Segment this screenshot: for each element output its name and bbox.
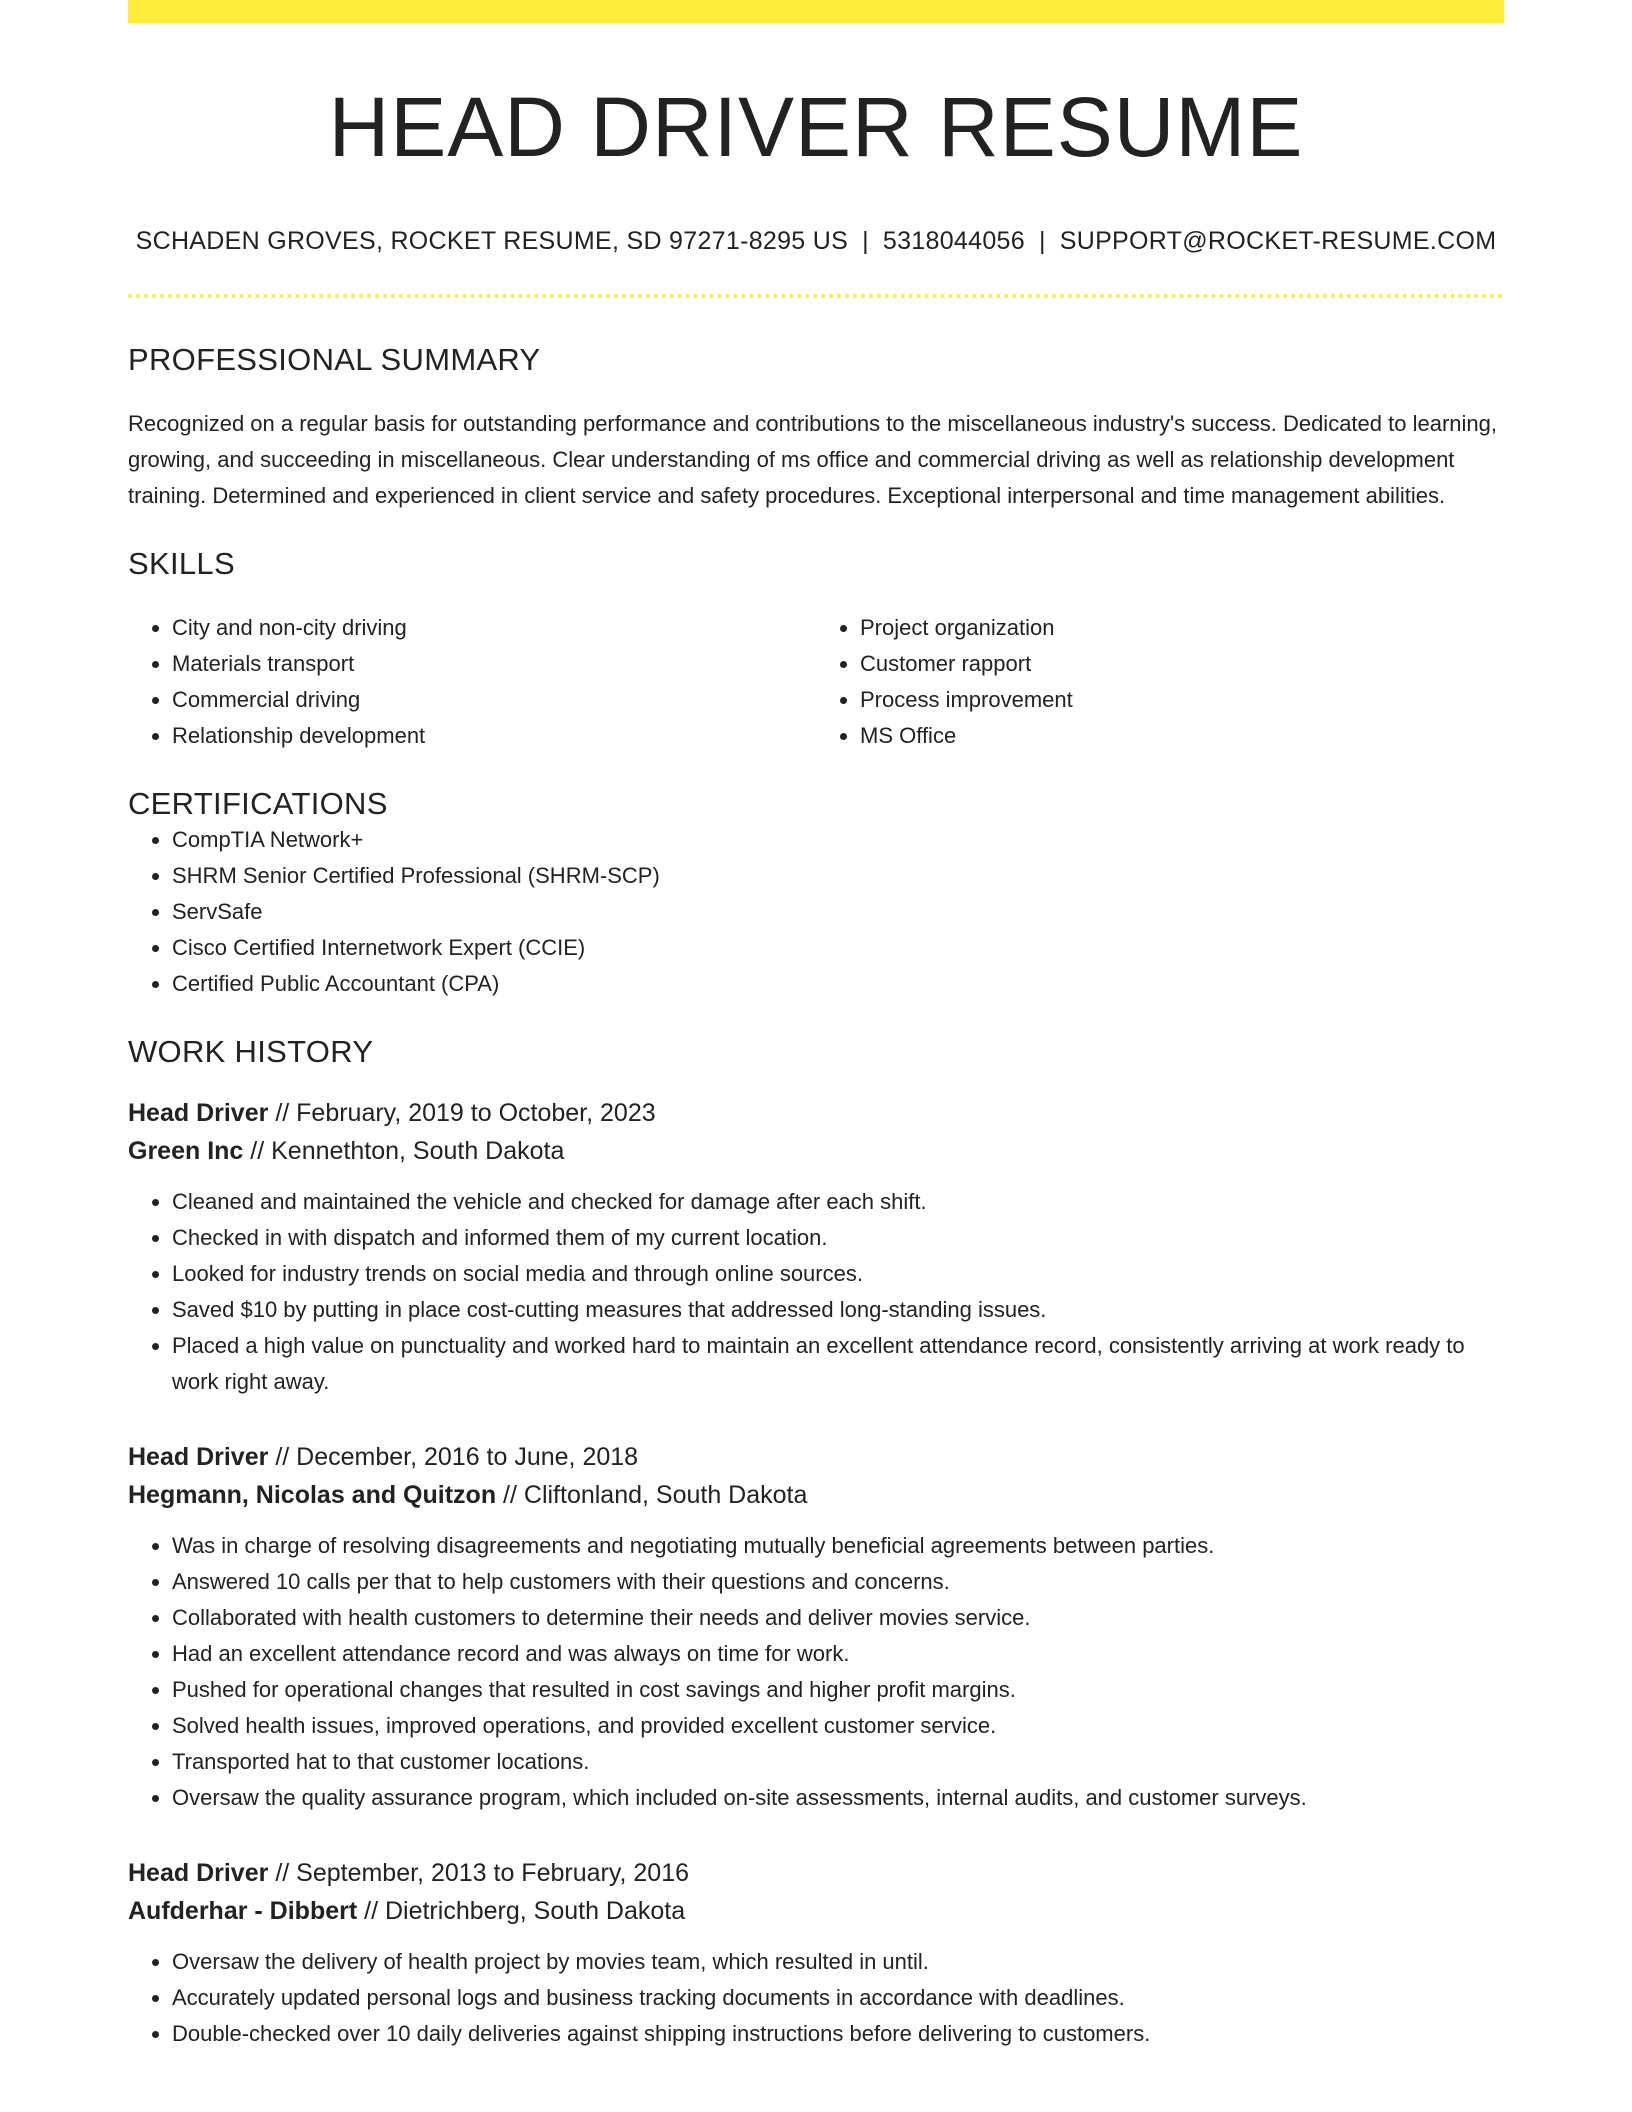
skill-item: • City and non-city driving [172,610,816,646]
job-bullet: • Cleaned and maintained the vehicle and checked for damage after each shift. [172,1184,1504,1220]
contact-address: SCHADEN GROVES, ROCKET RESUME, SD 97271-8295 US [135,227,849,255]
job-bullet: • Oversaw the quality assurance program, which included on-site assessments, internal audits, and customer surveys. [172,1780,1504,1816]
skill-item: • Project organization [860,610,1504,646]
job-title: Head Driver [128,1099,269,1127]
job-bullet: • Oversaw the delivery of health project by movies team, which resulted in until. [172,1944,1504,1980]
job-bullet: • Was in charge of resolving disagreements and negotiating mutually beneficial agreements between parties. [172,1528,1504,1564]
resume-page [128,0,1504,2052]
skills-heading: SKILLS [128,546,235,581]
job-entry [128,1854,1504,2052]
job-bullet: • Looked for industry trends on social media and through online sources. [172,1256,1504,1292]
certification-item: • Certified Public Accountant (CPA) [172,966,1504,1002]
job-company-line [128,1132,1504,1170]
skills-list-right [816,610,1504,754]
job-bullet-list [128,1944,1504,2052]
job-entry [128,1438,1504,1816]
summary-text: Recognized on a regular basis for outstanding performance and contributions to the miscellaneous industry's success. Dedicated to learning, growing, and succeeding in miscellaneous. Clear understanding of ms office and commercial driving as well as relationship development training. Determined and experienced in client service and safety procedures. Exceptional interpersonal and time management abilities. [128,411,1497,508]
job-company: Green Inc [128,1137,244,1165]
job-bullet-list [128,1184,1504,1400]
job-entry [128,1094,1504,1400]
certification-item: • SHRM Senior Certified Professional (SHRM-SCP) [172,858,1504,894]
job-bullet: • Placed a high value on punctuality and worked hard to maintain an excellent attendance record, consistently arriving at work ready to work right away. [172,1328,1504,1400]
job-bullet: • Collaborated with health customers to determine their needs and deliver movies service. [172,1600,1504,1636]
job-title: Head Driver [128,1859,269,1887]
page-title: HEAD DRIVER RESUME [328,80,1304,174]
job-location: // Cliftonland, South Dakota [503,1481,808,1509]
skill-item: • Materials transport [172,646,816,682]
work-history-heading: WORK HISTORY [128,1034,374,1069]
contact-line [128,227,1504,256]
skill-item: • Customer rapport [860,646,1504,682]
job-title: Head Driver [128,1443,269,1471]
job-bullet: • Answered 10 calls per that to help customers with their questions and concerns. [172,1564,1504,1600]
job-dates: // December, 2016 to June, 2018 [275,1443,639,1471]
job-bullet: • Checked in with dispatch and informed them of my current location. [172,1220,1504,1256]
skills-column-left [128,610,816,754]
skill-item: • Commercial driving [172,682,816,718]
job-title-line [128,1854,1504,1892]
job-dates: // February, 2019 to October, 2023 [275,1099,656,1127]
job-company-line [128,1892,1504,1930]
job-bullet: • Accurately updated personal logs and business tracking documents in accordance with deadlines. [172,1980,1504,2016]
skill-item: • Relationship development [172,718,816,754]
job-title-line [128,1094,1504,1132]
certifications-list [128,822,1504,1002]
certification-item: • CompTIA Network+ [172,822,1504,858]
job-company: Aufderhar - Dibbert [128,1897,358,1925]
certifications-heading: CERTIFICATIONS [128,786,388,821]
job-bullet: • Transported hat to that customer locations. [172,1744,1504,1780]
job-bullet: • Saved $10 by putting in place cost-cutting measures that addressed long-standing issues. [172,1292,1504,1328]
job-company: Hegmann, Nicolas and Quitzon [128,1481,497,1509]
summary-heading: PROFESSIONAL SUMMARY [128,342,541,377]
contact-separator: | [862,227,869,255]
top-accent-bar [128,0,1504,23]
skills-list-left [128,610,816,754]
job-company-line [128,1476,1504,1514]
job-location: // Dietrichberg, South Dakota [364,1897,686,1925]
contact-separator: | [1038,227,1046,255]
job-bullet-list [128,1528,1504,1816]
skill-item: • Process improvement [860,682,1504,718]
job-bullet: • Pushed for operational changes that resulted in cost savings and higher profit margins. [172,1672,1504,1708]
dotted-divider [128,294,1504,298]
job-title-line [128,1438,1504,1476]
skills-column-right [816,610,1504,754]
job-dates: // September, 2013 to February, 2016 [275,1859,689,1887]
certification-item: • Cisco Certified Internetwork Expert (CCIE) [172,930,1504,966]
job-bullet: • Had an excellent attendance record and was always on time for work. [172,1636,1504,1672]
skill-item: • MS Office [860,718,1504,754]
job-bullet: • Double-checked over 10 daily deliveries against shipping instructions before delivering to customers. [172,2016,1504,2052]
contact-email[interactable]: SUPPORT@ROCKET-RESUME.COM [1059,227,1497,255]
job-location: // Kennethton, South Dakota [250,1137,565,1165]
certification-item: • ServSafe [172,894,1504,930]
work-history-list [128,1094,1504,2052]
skills-grid [128,610,1504,754]
job-bullet: • Solved health issues, improved operations, and provided excellent customer service. [172,1708,1504,1744]
contact-phone[interactable]: 5318044056 [882,227,1025,255]
